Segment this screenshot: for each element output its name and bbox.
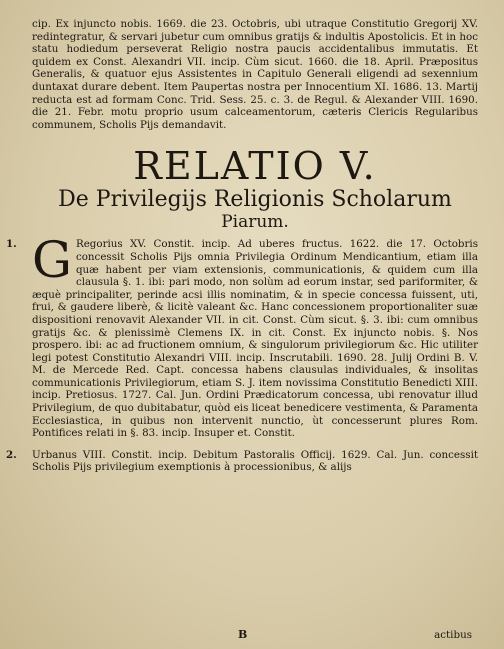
- drop-cap: G: [32, 231, 72, 290]
- relatio-title: RELATIO V.: [133, 144, 377, 189]
- section-2: [6, 448, 478, 474]
- section-2-number: 2.: [6, 448, 17, 461]
- section-1: [6, 231, 478, 440]
- signature-mark: B: [238, 628, 248, 641]
- section-2-text: Urbanus VIII. Constit. incip. Debitum Pastoralis Officij. 1629. Cal. Jun. concessit Scholis Pijs privilegium exemptionis à processionibus, & alijs: [32, 448, 478, 474]
- catchword: actibus: [434, 629, 472, 641]
- top-paragraph: cip. Ex injuncto nobis. 1669. die 23. Octobris, ubi utraque Constitutio Gregorij XV. redintegratur, & servari jubetur cum omnibus gratijs & indultis Apostolicis. Et in hoc statu hodiedum perseverat Religio nostra paucis accidentalibus immutatis. Et quidem ex Const. Alexandri VII. incip. Cùm sicut. 1660. die 18. April. Præpositus Generalis, & quatuor ejus Assistentes in Capitulo Generali eligendi ad sexennium duntaxat durare debent. Item Paupertas nostra per Innocentium XI. 1686. 13. Martij reducta est ad formam Conc. Trid. Sess. 25. c. 3. de Regul. & Alexander VIII. 1690. die 21. Febr. motu proprio usum calceamentorum, cæteris Clericis Regularibus communem, Scholis Pijs demandavit.: [32, 18, 478, 131]
- subtitle-line-2: Piarum.: [221, 212, 289, 233]
- subtitle-line-1: De Privilegijs Religionis Scholarum: [58, 187, 452, 213]
- section-1-text: Regorius XV. Constit. incip. Ad uberes fructus. 1622. die 17. Octobris concessit Scholis Pijs omnia Privilegia Ordinum Mendicantium, etiam illa quæ habent per viam extensionis, communicationis, & quidem cum illa clausula §. 1. ibi: pari modo, non solùm ad eorum instar, sed pariformiter, & æquè principaliter, perinde acsi illis nominatim, & in specie concessa fuissent, uti, frui, & gaudere liberè, & licitè valeant &c. Hanc concessionem proportionaliter suæ dispositioni renovavit Alexander VII. in cit. Const. Cùm sicut. §. 3. ibi: cum omnibus gratijs &c. & plenissimè Clemens IX. in cit. Const. Ex injuncto nobis. §. Nos prospero. ibi: ac ad fructionem omnium, & singulorum privilegiorum &c. Hic utiliter legi potest Constitutio Alexandri VIII. incip. Inscrutabili. 1690. 28. Julij Ordini B. V. M. de Mercede Red. Capt. concessa habens clausulas individuales, & insolitas communicationis Privilegiorum, etiam S. J. item novissima Constitutio Benedicti XIII. incip. Pretiosus. 1727. Cal. Jun. Ordini Prædicatorum concessa, ubi renovatur illud Privilegium, de quo dubitabatur, quòd eis liceat benedicere vestimenta, & Paramenta Ecclesiastica, in quibus non intervenit nunctio, ùt concesserunt plures Rom. Pontifices relati in §. 83. incip. Insuper et. Constit.: [32, 238, 478, 440]
- section-1-number: 1.: [6, 238, 17, 251]
